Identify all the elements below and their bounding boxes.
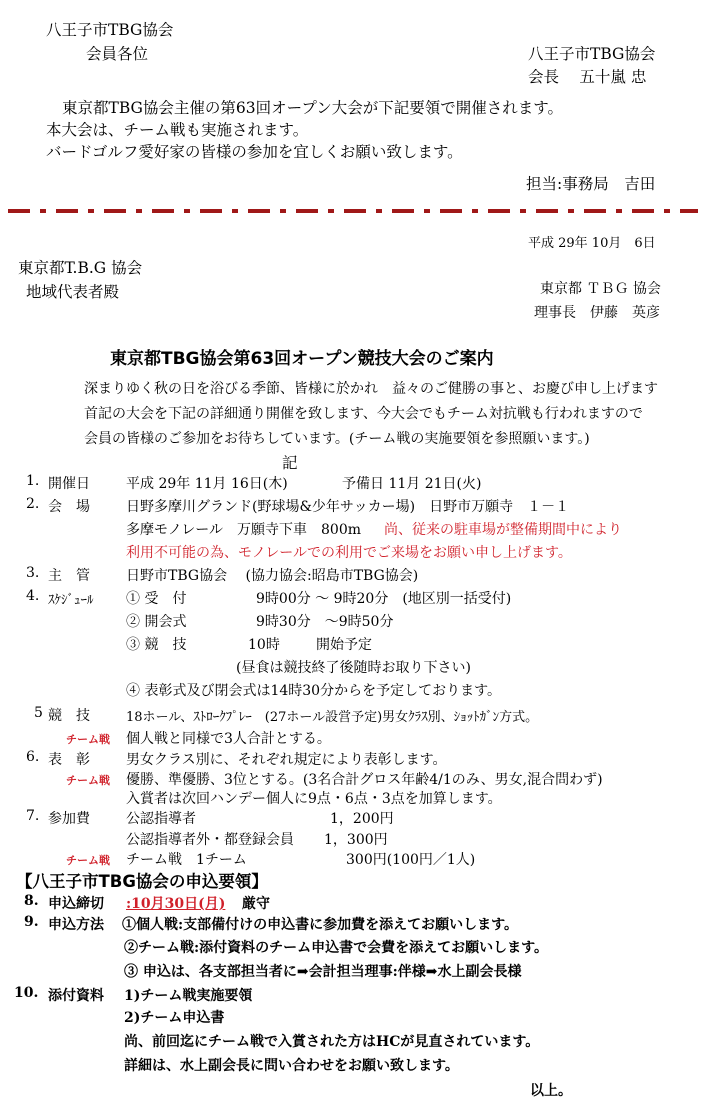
from-chair: 理事長 伊藤 英彦 [534, 305, 660, 321]
item-3-label: 主 管 [48, 568, 90, 584]
contact-person: 担当:事務局 吉田 [526, 175, 656, 193]
schedule-1-label: ① 受 付 [126, 591, 187, 607]
item-2-note-2: 利用不可能の為、モノレールでの利用でご来場をお願い申し上げます。 [126, 545, 572, 561]
team-fee-label: チーム戦 1チーム [126, 852, 247, 868]
item-5-num: 5 [34, 705, 43, 721]
fee-1-amount: 1，200円 [330, 811, 394, 827]
president-name: 会長 五十嵐 忠 [528, 68, 647, 86]
method-3: ③ 申込は、各支部担当者に➡会計担当理事:伴様➡水上副会長様 [124, 964, 522, 980]
deadline-date: :10月30日(月) [126, 896, 226, 912]
item-1-reserve: 予備日 11月 21日(火) [342, 476, 482, 492]
item-8-num: 8. [24, 893, 39, 909]
attachment-note-2: 詳細は、水上副会長に問い合わせをお願い致します。 [124, 1058, 459, 1074]
fee-2-label: 公認指導者外・都登録会員 [126, 832, 294, 848]
item-9-label: 申込方法 [48, 917, 104, 933]
item-6-num: 6. [26, 749, 40, 765]
schedule-2-time: 9時30分 ～9時50分 [256, 614, 394, 630]
deadline-strict: 厳守 [242, 896, 270, 912]
to-reps: 地域代表者殿 [26, 283, 120, 301]
intro-line-2: 本大会は、チーム戦も実施されます。 [46, 121, 309, 139]
schedule-3-note: 開始予定 [316, 637, 372, 653]
from-org: 東京都 ＴＢＧ 協会 [540, 281, 661, 297]
item-4-label: ｽｹｼﾞｭｰﾙ [48, 593, 94, 608]
from-org-right: 八王子市TBG協会 [528, 45, 656, 63]
item-3-num: 3. [26, 565, 40, 581]
team-badge-5: チーム戦 [66, 733, 110, 746]
item-1-date: 平成 29年 11月 16日(木) [126, 476, 288, 492]
schedule-3-label: ③ 競 技 [126, 637, 187, 653]
closing: 以上。 [530, 1083, 572, 1099]
item-2-access: 多摩モノレール 万願寺下車 800m [126, 522, 362, 538]
schedule-2-label: ② 開会式 [126, 614, 187, 630]
team-badge-6: チーム戦 [66, 774, 110, 787]
item-6-bonus: 入賞者は次回ハンデー個人に9点・6点・3点を加算します。 [126, 791, 502, 807]
item-7-label: 参加費 [48, 811, 90, 827]
schedule-lunch: (昼食は競技終了後随時お取り下さい) [236, 660, 471, 676]
item-2-label: 会 場 [48, 499, 90, 515]
item-10-label: 添付資料 [48, 988, 104, 1004]
attachment-2: 2)チーム申込書 [124, 1010, 225, 1026]
item-4-num: 4. [26, 588, 40, 604]
team-badge-7: チーム戦 [66, 854, 110, 867]
greeting-line-2: 首記の大会を下記の詳細通り開催を致します、今大会でもチーム対抗戦も行われますので [84, 406, 643, 422]
greeting-line-1: 深まりゆく秋の日を浴びる季節、皆様に於かれ 益々のご健勝の事と、お慶び申し上げます [84, 381, 658, 397]
fee-2-amount: 1，300円 [324, 832, 388, 848]
item-9-num: 9. [24, 914, 39, 930]
schedule-1-time: 9時00分 ～ 9時20分 (地区別一括受付) [256, 591, 512, 607]
item-2-num: 2. [26, 496, 40, 512]
page-title: 東京都TBG協会第63回オープン競技大会のご案内 [110, 349, 494, 369]
item-10-num: 10. [14, 985, 39, 1001]
greeting-line-3: 会員の皆様のご参加をお待ちしています。(チーム戦の実施要領を参照願います。) [84, 431, 590, 447]
schedule-4: ④ 表彰式及び閉会式は14時30分からを予定しております。 [126, 683, 501, 699]
team-fee-amount: 300円(100円／1人) [346, 852, 476, 868]
item-6-label: 表 彰 [48, 752, 90, 768]
item-6-text: 男女クラス別に、それぞれ規定により表彰します。 [126, 752, 447, 768]
ki-heading: 記 [282, 454, 298, 472]
notice-date: 平成 29年 10月 6日 [528, 236, 656, 251]
item-2-note-1: 尚、従来の駐車場が整備期間中により [384, 522, 622, 538]
item-2-venue: 日野多摩川グランド(野球場&少年サッカー場) 日野市万願寺 １－１ [126, 499, 570, 515]
item-5-team-text: 個人戦と同様で3人合計とする。 [126, 731, 331, 747]
item-1-num: 1. [26, 473, 40, 489]
hachioji-heading: 【八王子市TBG協会の申込要領】 [16, 872, 268, 891]
to-members: 会員各位 [86, 45, 149, 63]
attachment-note-1: 尚、前回迄にチーム戦で入賞された方はHCが見直されています。 [124, 1034, 540, 1050]
intro-line-3: バードゴルフ愛好家の皆様の参加を宜しくお願い致します。 [46, 143, 463, 161]
dashed-divider [8, 206, 698, 216]
to-org: 東京都T.B.G 協会 [18, 259, 143, 277]
fee-1-label: 公認指導者 [126, 811, 196, 827]
schedule-3-time: 10時 [248, 637, 280, 653]
from-org-left: 八王子市TBG協会 [46, 21, 174, 39]
item-8-label: 申込締切 [48, 896, 104, 912]
item-5-text: 18ホール、ｽﾄﾛｰｸﾌﾟﾚｰ (27ホール設営予定)男女ｸﾗｽ別、ｼｮｯﾄｶﾞﾝ方式。 [126, 710, 539, 725]
item-7-num: 7. [26, 808, 40, 824]
method-2: ②チーム戦:添付資料のチーム申込書で会費を添えてお願いします。 [124, 940, 549, 956]
item-1-label: 開催日 [48, 476, 90, 492]
attachment-1: 1)チーム戦実施要領 [124, 988, 253, 1004]
intro-line-1: 東京都TBG協会主催の第63回オープン大会が下記要領で開催されます。 [62, 99, 563, 117]
item-5-label: 競 技 [48, 708, 90, 724]
item-6-team-text: 優勝、準優勝、3位とする。(3名合計グロス年齢4/1のみ、男女,混合問わず) [126, 772, 603, 788]
item-3-text: 日野市TBG協会 (協力協会:昭島市TBG協会) [126, 568, 419, 584]
method-1: ①個人戦:支部備付けの申込書に参加費を添えてお願いします。 [122, 917, 519, 933]
